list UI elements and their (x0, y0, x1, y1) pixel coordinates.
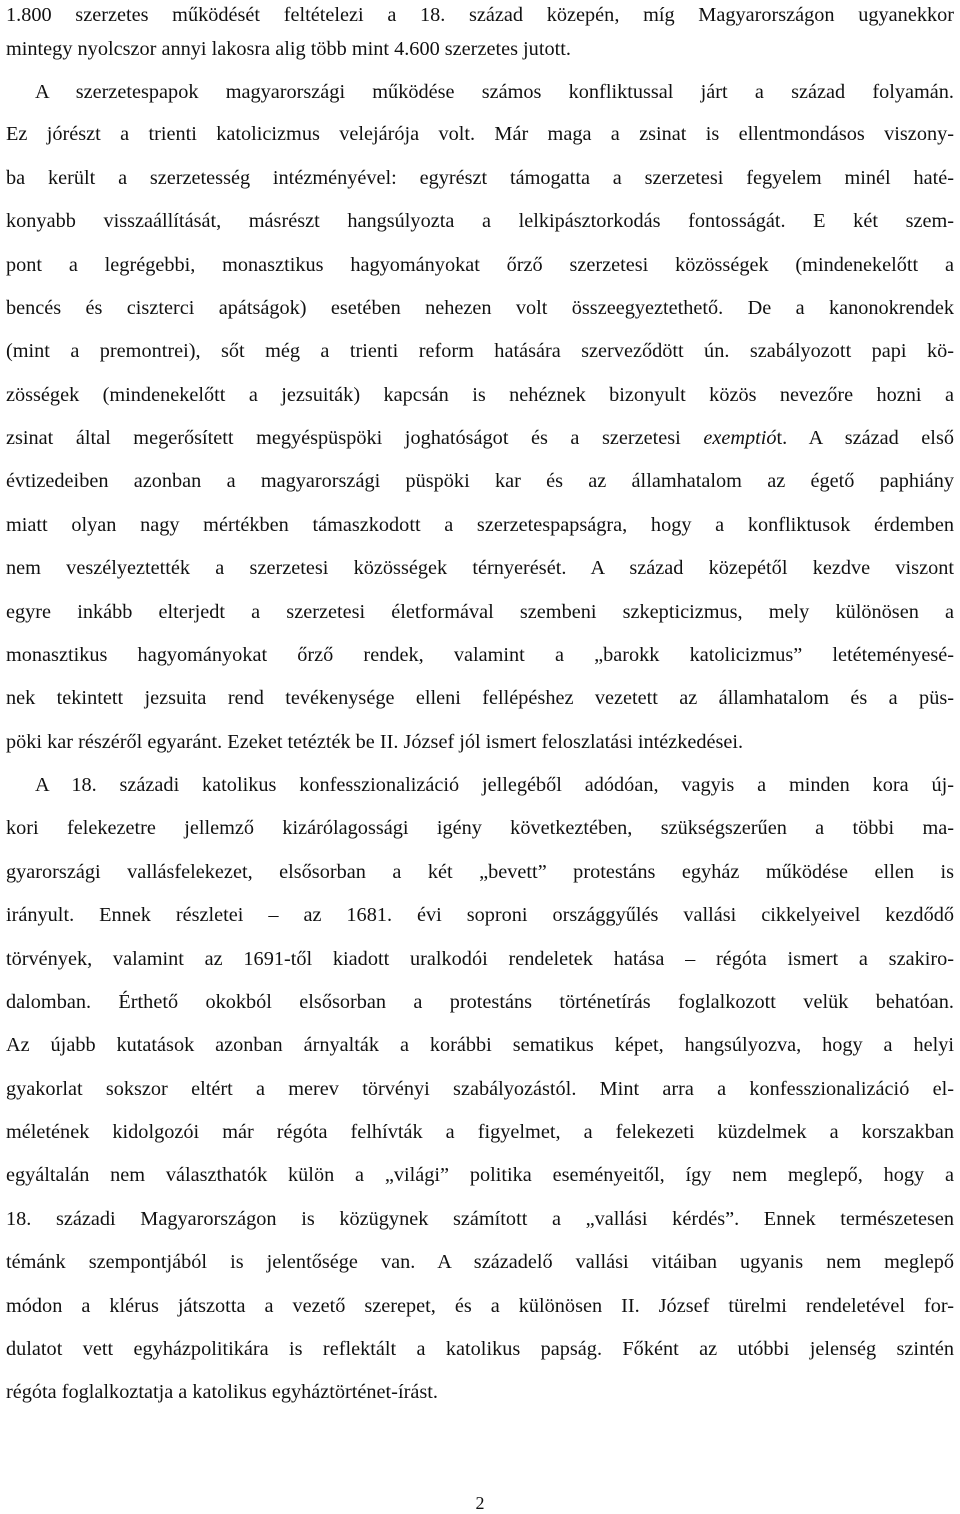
text-line: dulatot vett egyházpolitikára is reflektált a katolikus papság. Főként az utóbbi jelenség szintén (6, 1338, 954, 1360)
text-line: gyarországi vallásfelekezet, elsősorban a két „bevett” protestáns egyház működése ellen is (6, 861, 954, 883)
italic-term: exemptió (703, 427, 777, 449)
text-line: A 18. századi katolikus konfesszionalizáció jellegéből adódóan, vagyis a minden kora új- (35, 774, 954, 796)
text-line: gyakorlat sokszor eltért a merev törvényi szabályozástól. Mint arra a konfesszionalizáció el- (6, 1078, 954, 1100)
text-segment: zsinat által megerősített megyéspüspöki joghatóságot és a szerzetesi (6, 427, 704, 449)
text-line: módon a klérus játszotta a vezető szerepet, és a különösen II. József türelmi rendeletével for- (6, 1295, 954, 1317)
page-number: 2 (475, 1493, 485, 1513)
text-line: régóta foglalkoztatja a katolikus egyháztörténet-írást. (6, 1381, 438, 1403)
text-line: Ez jórészt a trienti katolicizmus velejárója volt. Már maga a zsinat is ellentmondásos viszony- (6, 123, 954, 145)
text-line: miatt olyan nagy mértékben támaszkodott a szerzetespapságra, hogy a konfliktusok érdemben (6, 514, 954, 536)
text-line: méletének kidolgozói már régóta felhívták a figyelmet, a felekezeti küzdelmek a korszakban (6, 1121, 954, 1143)
text-line: ba került a szerzetesség intézményével: egyrészt támogatta a szerzetesi fegyelem minél haté- (6, 167, 954, 189)
text-line: dalomban. Érthető okokból elsősorban a protestáns történetírás foglalkozott velük behatóan. (6, 991, 954, 1013)
text-line: témánk szempontjából is jelentősége van. A századelő vallási vitáiban ugyanis nem meglepő (6, 1251, 954, 1273)
text-line: törvények, valamint az 1691-től kiadott uralkodói rendeletek hatása – régóta ismert a szakiro- (6, 948, 954, 970)
text-line: mintegy nyolcszor annyi lakosra alig több mint 4.600 szerzetes jutott. (6, 38, 571, 60)
text-line: konyabb visszaállítását, másrészt hangsúlyozta a lelkipásztorkodás fontosságát. E két szem- (6, 210, 954, 232)
text-line: nem veszélyeztették a szerzetesi közösségek térnyerését. A század közepétől kezdve viszont (6, 557, 954, 579)
text-line: 18. századi Magyarországon is közügynek számított a „vallási kérdés”. Ennek természetesen (6, 1208, 954, 1230)
text-line: nek tekintett jezsuita rend tevékenysége elleni fellépéshez vezetett az államhatalom és a püs- (6, 687, 954, 709)
text-line: (mint a premontrei), sőt még a trienti reform hatására szerveződött ún. szabályozott papi kö- (6, 340, 954, 362)
text-line: pont a legrégebbi, monasztikus hagyományokat őrző szerzetesi közösségek (mindenekelőtt a (6, 254, 954, 276)
text-line: egyáltalán nem választhatók külön a „világi” politika eseményeitől, így nem meglepő, hogy a (6, 1164, 954, 1186)
text-line: kori felekezetre jellemző kizárólagossági igény következtében, szükségszerűen a többi ma- (6, 817, 954, 839)
text-line: évtizedeiben azonban a magyarországi püspöki kar és az államhatalom az égető paphiány (6, 470, 954, 492)
text-line: Az újabb kutatások azonban árnyalták a korábbi sematikus képet, hangsúlyozva, hogy a helyi (6, 1034, 954, 1056)
text-line: 1.800 szerzetes működését feltételezi a 18. század közepén, míg Magyarországon ugyanekkor (6, 4, 954, 26)
text-segment: t. A század első (776, 427, 954, 449)
text-line: zösségek (mindenekelőtt a jezsuiták) kapcsán is nehéznek bizonyult közös nevezőre hozni a (6, 384, 954, 406)
text-line: irányult. Ennek részletei – az 1681. évi soproni országgyűlés vallási cikkelyeivel kezdődő (6, 904, 954, 926)
text-line: monasztikus hagyományokat őrző rendek, valamint a „barokk katolicizmus” letéteményesé- (6, 644, 954, 666)
text-line: bencés és ciszterci apátságok) esetében nehezen volt összeegyeztethető. De a kanonokrendek (6, 297, 954, 319)
text-line (6, 423, 954, 453)
text-line: A szerzetespapok magyarországi működése számos konfliktussal járt a század folyamán. (35, 81, 954, 103)
text-line: egyre inkább elterjedt a szerzetesi életformával szembeni szkepticizmus, mely különösen a (6, 601, 954, 623)
text-line: pöki kar részéről egyaránt. Ezeket tetézték be II. József jól ismert feloszlatási intézkedései. (6, 731, 744, 753)
